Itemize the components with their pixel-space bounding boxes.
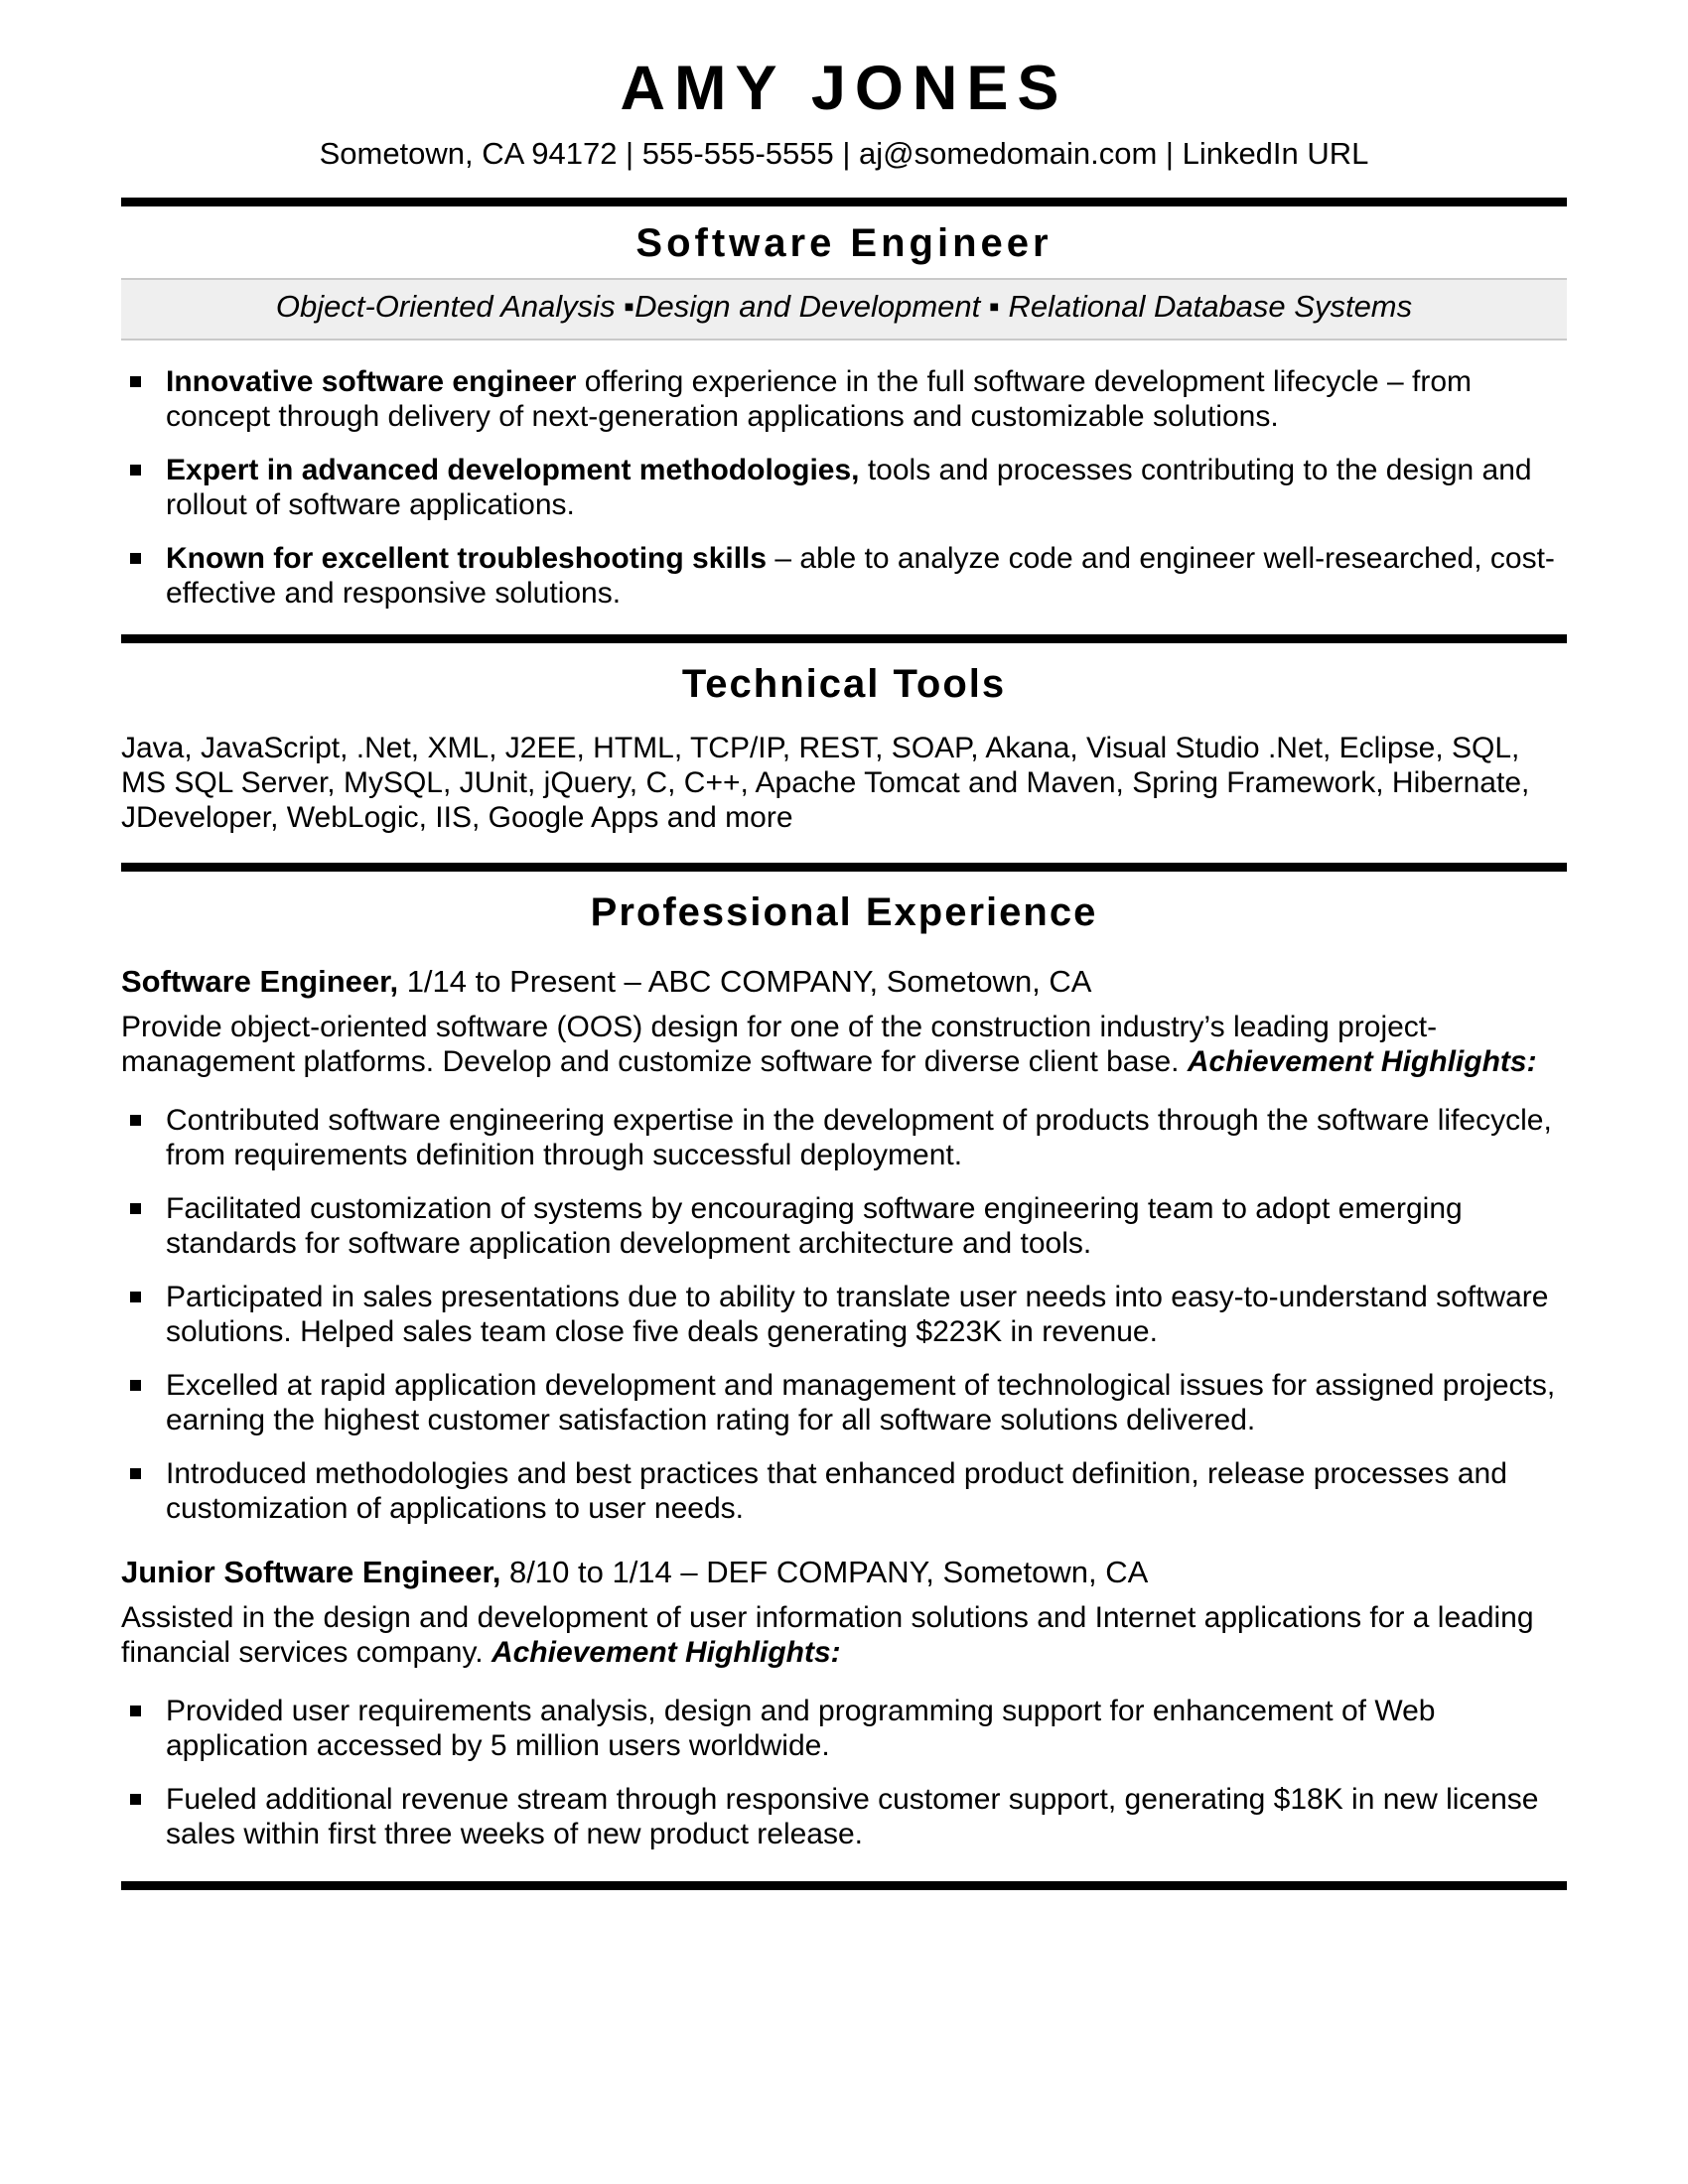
achievement-highlights-label: Achievement Highlights:: [491, 1636, 841, 1670]
job-entry-abc-company: [121, 963, 1567, 1526]
section-divider: [121, 863, 1567, 872]
bullet-square-icon: [130, 1706, 141, 1716]
summary-bullet-text: [166, 541, 1567, 611]
job-description-text: Provide object-oriented software (OOS) design for one of the construction industry’s leading project- management platforms. Develop and customize software for diverse client base.: [121, 1011, 1438, 1079]
job-description-text: Assisted in the design and development of user information solutions and Internet applications for a leading financial services company.: [121, 1601, 1534, 1670]
job-bullet-text: Provided user requirements analysis, design and programming support for enhancement of Web application accessed by 5 million users worldwide.: [166, 1695, 1436, 1763]
job-description: [121, 1010, 1567, 1079]
bullet-square-icon: [130, 1468, 141, 1479]
job-bullet: [121, 1191, 1567, 1261]
section-divider: [121, 634, 1567, 643]
technical-tools-text: Java, JavaScript, .Net, XML, J2EE, HTML, TCP/IP, REST, SOAP, Akana, Visual Studio .Net, Eclipse, SQL, MS SQL Server, MySQL, JUnit, jQuery, C, C++, Apache Tomcat and Maven, Spring Framework, Hibernate, JDeveloper, WebLogic, IIS, Google Apps and more: [121, 732, 1530, 835]
summary-bullet: [121, 541, 1567, 611]
summary-bullet: [121, 453, 1567, 522]
contact-line: Sometown, CA 94172 | 555-555-5555 | aj@somedomain.com | LinkedIn URL: [319, 136, 1369, 172]
job-bullet-text: Introduced methodologies and best practices that enhanced product definition, release processes and customization of applications to user needs.: [166, 1457, 1507, 1526]
job-title: Junior Software Engineer,: [121, 1555, 501, 1590]
bullet-square-icon: [130, 1203, 141, 1214]
summary-bullet-text: [166, 364, 1567, 434]
job-description: [121, 1600, 1567, 1670]
bullet-rest: – able to analyze code and engineer well-researched, cost-effective and responsive solutions.: [166, 542, 1555, 611]
summary-list: [121, 364, 1567, 611]
job-bullet-list: [121, 1103, 1567, 1526]
bullet-square-icon: [130, 1794, 141, 1805]
achievement-highlights-label: Achievement Highlights:: [1187, 1045, 1537, 1079]
resume-title: Software Engineer: [635, 221, 1053, 266]
section-divider: [121, 198, 1567, 206]
bullet-lead: Expert in advanced development methodologies,: [166, 454, 860, 487]
bullet-lead: Innovative software engineer: [166, 365, 577, 399]
job-bullet-text: Contributed software engineering expertise in the development of products through the software lifecycle, from requirements definition through successful deployment.: [166, 1104, 1552, 1172]
job-bullet-list: [121, 1694, 1567, 1851]
job-bullet: [121, 1456, 1567, 1526]
job-entry-def-company: [121, 1554, 1567, 1851]
bullet-square-icon: [130, 1380, 141, 1391]
experience-heading: Professional Experience: [590, 890, 1098, 935]
bullet-rest: tools and processes contributing to the design and rollout of software applications.: [166, 454, 1532, 522]
job-bullet-text: Participated in sales presentations due to ability to translate user needs into easy-to-understand software solutions. Helped sales team close five deals generating $223K in revenue.: [166, 1281, 1549, 1349]
bullet-lead: Known for excellent troubleshooting skills: [166, 542, 768, 576]
technical-tools-heading: Technical Tools: [681, 662, 1007, 707]
job-bullet: [121, 1103, 1567, 1172]
job-header: [121, 963, 1567, 1000]
person-name: AMY JONES: [620, 54, 1068, 123]
job-bullet: [121, 1368, 1567, 1437]
job-bullet-text: Excelled at rapid application development and management of technological issues for assigned projects, earning the highest customer satisfaction rating for all software solutions delivered.: [166, 1369, 1556, 1437]
job-bullet-text: Fueled additional revenue stream through responsive customer support, generating $18K in new license sales within first three weeks of new product release.: [166, 1783, 1539, 1851]
job-bullet: [121, 1782, 1567, 1851]
job-meta: 8/10 to 1/14 – DEF COMPANY, Sometown, CA: [500, 1555, 1149, 1590]
bullet-square-icon: [130, 1292, 141, 1302]
job-title: Software Engineer,: [121, 964, 399, 1000]
job-bullet: [121, 1280, 1567, 1349]
summary-bullet: [121, 364, 1567, 434]
bullet-square-icon: [130, 376, 141, 387]
bullet-square-icon: [130, 465, 141, 476]
bullet-square-icon: [130, 553, 141, 564]
section-divider: [121, 1881, 1567, 1890]
skills-banner: [121, 278, 1567, 341]
job-bullet-text: Facilitated customization of systems by encouraging software engineering team to adopt emerging standards for software application development architecture and tools.: [166, 1192, 1463, 1261]
job-bullet: [121, 1694, 1567, 1763]
bullet-rest: offering experience in the full software development lifecycle – from concept through delivery of next-generation applications and customizable solutions.: [166, 365, 1473, 434]
skills-banner-text: Object-Oriented Analysis ▪Design and Development ▪ Relational Database Systems: [275, 289, 1413, 325]
summary-bullet-text: [166, 453, 1567, 522]
job-header: [121, 1554, 1567, 1590]
bullet-square-icon: [130, 1115, 141, 1126]
job-meta: 1/14 to Present – ABC COMPANY, Sometown, CA: [398, 964, 1092, 1000]
